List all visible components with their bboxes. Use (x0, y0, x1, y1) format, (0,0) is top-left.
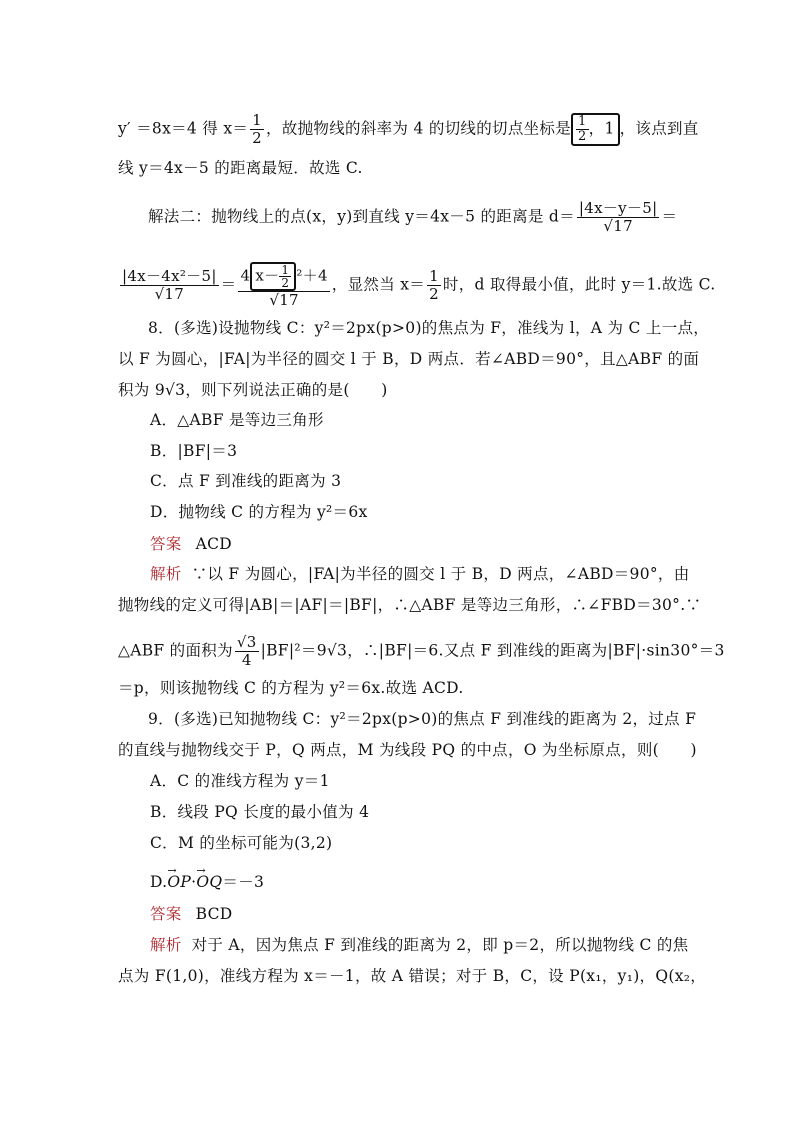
q8-option-d: D．抛物线 C 的方程为 y²＝6x (150, 503, 368, 521)
distance-fraction: $\frac{|4x-y-5|}{√17}$ (578, 199, 658, 235)
fraction-half: $\frac{1}{2}$ (252, 111, 263, 147)
question-9-line-1: 9．(多选)已知抛物线 C：y²＝2px(p>0)的焦点 F 到准线的距离为 2，过点 F (148, 710, 697, 728)
q9-answer: 答案 BCD (150, 905, 233, 923)
q9-option-a: A．C 的准线方程为 y＝1 (150, 772, 330, 790)
q8-option-b: B．|BF|＝3 (150, 442, 238, 460)
analysis-label-2: 解析 (150, 936, 182, 954)
method-two-line-2: $\frac{\text{|4x－4x²－5|}}{√17}$ ＝ 4 x－ $\frac{1}{2}$ ²＋4 √17 ，显然当 x＝ $\frac{1}{2}$ 时，d 取得最小值，此时 y＝1.故选 C. (122, 263, 716, 309)
vector-op: → OP (167, 872, 191, 892)
vector-oq: → OQ (196, 872, 222, 892)
distance-fraction-2: $\frac{\text{|4x－4x²－5|}}{√17}$ (122, 267, 217, 303)
solution-line-2: 线 y＝4x－5 的距离最短．故选 C. (118, 159, 363, 177)
solution-line-1: y′ ＝8x＝4 得 x＝ $\frac{1}{2}$ ，故抛物线的斜率为 4 的切线的切点坐标是 $\frac{1}{2}$ ，1 ，该点到直 (118, 111, 699, 147)
q9-option-c: C．M 的坐标可能为(3,2) (150, 834, 333, 852)
answer-label-2: 答案 (150, 905, 182, 923)
tangent-point: $\frac{1}{2}$ ，1 (571, 113, 620, 146)
q8-answer: 答案 ACD (150, 535, 232, 553)
completed-square-fraction: 4 x－ $\frac{1}{2}$ ²＋4 √17 (240, 263, 328, 309)
q8-option-c: C．点 F 到准线的距离为 3 (150, 472, 342, 490)
q9-analysis-line-2: 点为 F(1,0)，准线方程为 x＝－1，故 A 错误；对于 B，C，设 P(x₁，y₁)，Q(x₂， (118, 967, 707, 985)
question-9-line-2: 的直线与抛物线交于 P，Q 两点，M 为线段 PQ 的中点，O 为坐标原点，则( ) (118, 741, 697, 759)
q9-analysis-line-1: 解析 对于 A，因为焦点 F 到准线的距离为 2，即 p＝2，所以抛物线 C 的焦 (150, 936, 689, 954)
q9-option-b: B．线段 PQ 长度的最小值为 4 (150, 803, 370, 821)
analysis-label: 解析 (150, 565, 182, 583)
question-8-line-3: 积为 9√3，则下列说法正确的是( ) (118, 381, 388, 399)
q8-analysis-line-2: 抛物线的定义可得|AB|＝|AF|＝|BF|，∴△ABF 是等边三角形，∴∠FBD＝30°.∵ (118, 596, 702, 614)
answer-label: 答案 (150, 535, 182, 553)
sqrt3-over-4: $\frac{√3}{4}$ (236, 633, 257, 669)
method-two-line: 解法二：抛物线上的点(x，y)到直线 y＝4x－5 的距离是 d＝ $\frac{|4x-y-5|}{√17}$ ＝ (148, 199, 678, 235)
q9-option-d: D.→ OP·→ OQ＝－3 (150, 872, 264, 892)
fraction-half-2: $\frac{1}{2}$ (429, 267, 439, 303)
question-8-line-2: 以 F 为圆心，|FA|为半径的圆交 l 于 B，D 两点．若∠ABD＝90°，且△ABF 的面 (118, 350, 700, 368)
q8-option-a: A．△ABF 是等边三角形 (150, 411, 324, 429)
q8-analysis-line-1: 解析 ∵以 F 为圆心，|FA|为半径的圆交 l 于 B，D 两点，∠ABD＝90°，由 (150, 565, 690, 583)
question-8-line-1: 8．(多选)设抛物线 C：y²＝2px(p>0)的焦点为 F，准线为 l，A 为 C 上一点， (148, 319, 710, 337)
q8-analysis-line-4: ＝p，则该抛物线 C 的方程为 y²＝6x.故选 ACD. (118, 679, 464, 697)
q8-analysis-line-3: △ABF 的面积为 $\frac{√3}{4}$ |BF|²＝9√3，∴|BF|＝6.又点 F 到准线的距离为|BF|·sin30°＝3 (118, 633, 725, 669)
